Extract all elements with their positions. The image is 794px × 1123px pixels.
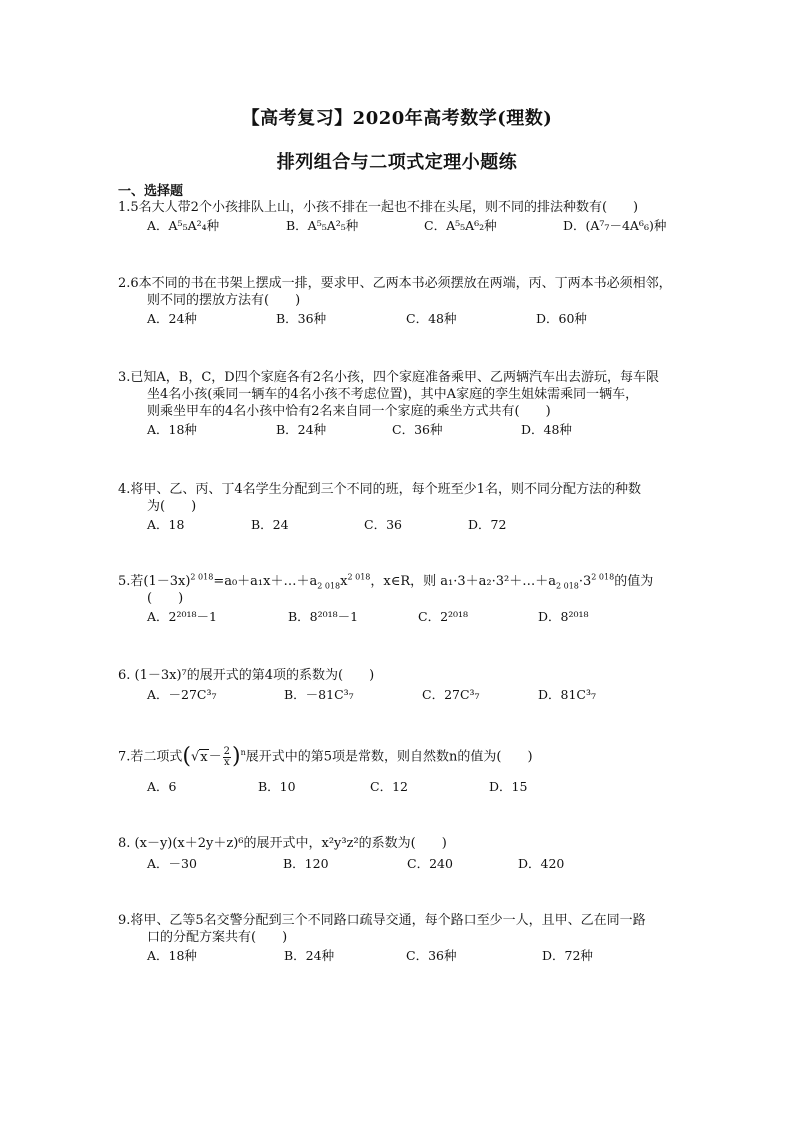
option-c: C．36种: [392, 422, 443, 437]
option-d: D．48种: [521, 422, 572, 437]
option-a: A．A⁵₅A²₄种: [147, 218, 220, 233]
option-d: D．72种: [542, 948, 593, 963]
question-1-options: [118, 217, 708, 235]
question-7: [118, 740, 708, 796]
question-4-stem-line-1: 4.将甲、乙、丙、丁4名学生分配到三个不同的班，每个班至少1名，则不同分配方法的种数: [118, 482, 641, 497]
question-5: [118, 573, 718, 626]
fraction: $\frac{2}{x}$: [223, 745, 231, 768]
question-5-options: [118, 608, 718, 626]
question-3-stem-line-3: 则乘坐甲车的4名小孩中恰有2名来自同一个家庭的乘坐方式共有( ): [147, 404, 551, 419]
question-9-options: [118, 947, 708, 965]
section-heading: 一、选择题: [118, 184, 184, 199]
question-3-stem: [118, 369, 708, 420]
option-a: A．18种: [147, 422, 197, 437]
option-c: C．2²⁰¹⁸: [418, 609, 469, 624]
option-a: A．2²⁰¹⁸－1: [147, 609, 217, 624]
minus-sign: －: [208, 749, 222, 765]
exponent-n: n: [240, 748, 246, 758]
option-d: D．81C³₇: [538, 687, 597, 702]
option-c: C．A⁵₅A⁶₂种: [424, 218, 497, 233]
option-b: B．24种: [276, 422, 327, 437]
question-5-stem-line-1: 5.若$(1-3x)^{2 018}=a_0+a_1x+\dots+a_{2 018}x^{2 018}$，x∈R，则 $a_1\cdot 3+a_2\cdot 3^2+\dots+a_{2 018}\cdot 3^{2 018}$的值为: [118, 572, 654, 591]
question-9-stem-line-2: 口的分配方案共有( ): [147, 930, 288, 945]
question-4-options: [118, 516, 708, 534]
question-4-stem: [118, 481, 708, 515]
option-c: C．240: [407, 856, 453, 871]
question-2-options: [118, 310, 708, 328]
option-a: A．－30: [147, 856, 197, 871]
option-d: D．15: [489, 779, 528, 794]
question-9-stem: [118, 912, 708, 946]
formula-left-paren: (: [182, 744, 191, 769]
question-2-stem-line-1: 2.6本不同的书在书架上摆成一排，要求甲、乙两本书必须摆放在两端，丙、丁两本书必须相邻，: [118, 276, 672, 291]
question-2: [118, 275, 708, 328]
question-9-stem-line-1: 9.将甲、乙等5名交警分配到三个不同路口疏导交通，每个路口至少一人，且甲、乙在同一路: [118, 913, 646, 928]
option-d: D．420: [518, 856, 565, 871]
question-8-options: [118, 855, 708, 873]
option-c: C．48种: [406, 311, 457, 326]
question-4: [118, 481, 708, 534]
option-a: A．18种: [147, 948, 197, 963]
question-9: [118, 912, 708, 965]
sqrt-expression: √x: [191, 749, 208, 765]
question-2-stem-line-2: 则不同的摆放方法有( ): [147, 293, 301, 308]
question-6: [118, 667, 708, 704]
question-6-options: [118, 686, 708, 704]
option-a: A．－27C³₇: [147, 687, 217, 702]
question-7-stem-intro: 7.若二项式: [118, 749, 183, 765]
option-d: D．(A⁷₇－4A⁶₆)种: [563, 218, 667, 233]
title-line-2: 排列组合与二项式定理小题练: [276, 152, 518, 173]
option-a: A．6: [147, 779, 177, 794]
option-b: B．36种: [276, 311, 327, 326]
option-b: B．24: [251, 517, 289, 532]
question-6-stem: 6. (1－3x)⁷的展开式的第4项的系数为( ): [118, 668, 375, 683]
title-line-1: 【高考复习】2020年高考数学(理数): [241, 108, 553, 129]
question-8-stem: 8. (x－y)(x＋2y＋z)⁶的展开式中，x²y³z²的系数为( ): [118, 836, 447, 851]
option-b: B．－81C³₇: [284, 687, 354, 702]
option-d: D．8²⁰¹⁸: [538, 609, 589, 624]
option-a: A．18: [147, 517, 185, 532]
question-1-stem: 1.5名大人带2个小孩排队上山，小孩不排在一起也不排在头尾，则不同的排法种数有( ): [118, 200, 639, 215]
option-b: B．120: [283, 856, 329, 871]
option-c: C．12: [370, 779, 408, 794]
question-3-stem-line-2: 坐4名小孩(乘同一辆车的4名小孩不考虑位置)，其中A家庭的孪生姐妹需乘同一辆车，: [147, 387, 639, 402]
question-7-stem-rest: 展开式中的第5项是常数，则自然数n的值为( ): [245, 749, 533, 765]
option-a: A．24种: [147, 311, 197, 326]
question-7-options: [118, 778, 708, 796]
option-b: B．8²⁰¹⁸－1: [288, 609, 359, 624]
question-3-options: [118, 421, 708, 439]
question-8: [118, 835, 708, 873]
option-b: B．24种: [284, 948, 335, 963]
option-c: C．27C³₇: [422, 687, 480, 702]
option-c: C．36: [364, 517, 402, 532]
option-c: C．36种: [406, 948, 457, 963]
option-b: B．10: [258, 779, 296, 794]
option-d: D．72: [468, 517, 507, 532]
question-3-stem-line-1: 3.已知A，B，C，D四个家庭各有2名小孩，四个家庭准备乘甲、乙两辆汽车出去游玩，每车限: [118, 370, 659, 385]
question-3: [118, 369, 708, 439]
question-2-stem: [118, 275, 708, 309]
question-7-stem: [118, 740, 708, 774]
option-b: B．A⁵₅A²₅种: [286, 218, 359, 233]
formula-right-paren: ): [232, 744, 241, 769]
question-1: [118, 199, 708, 235]
option-d: D．60种: [536, 311, 587, 326]
question-4-stem-line-2: 为( ): [147, 499, 197, 514]
question-5-stem: [118, 573, 718, 607]
question-5-stem-line-2: ( ): [147, 591, 184, 606]
